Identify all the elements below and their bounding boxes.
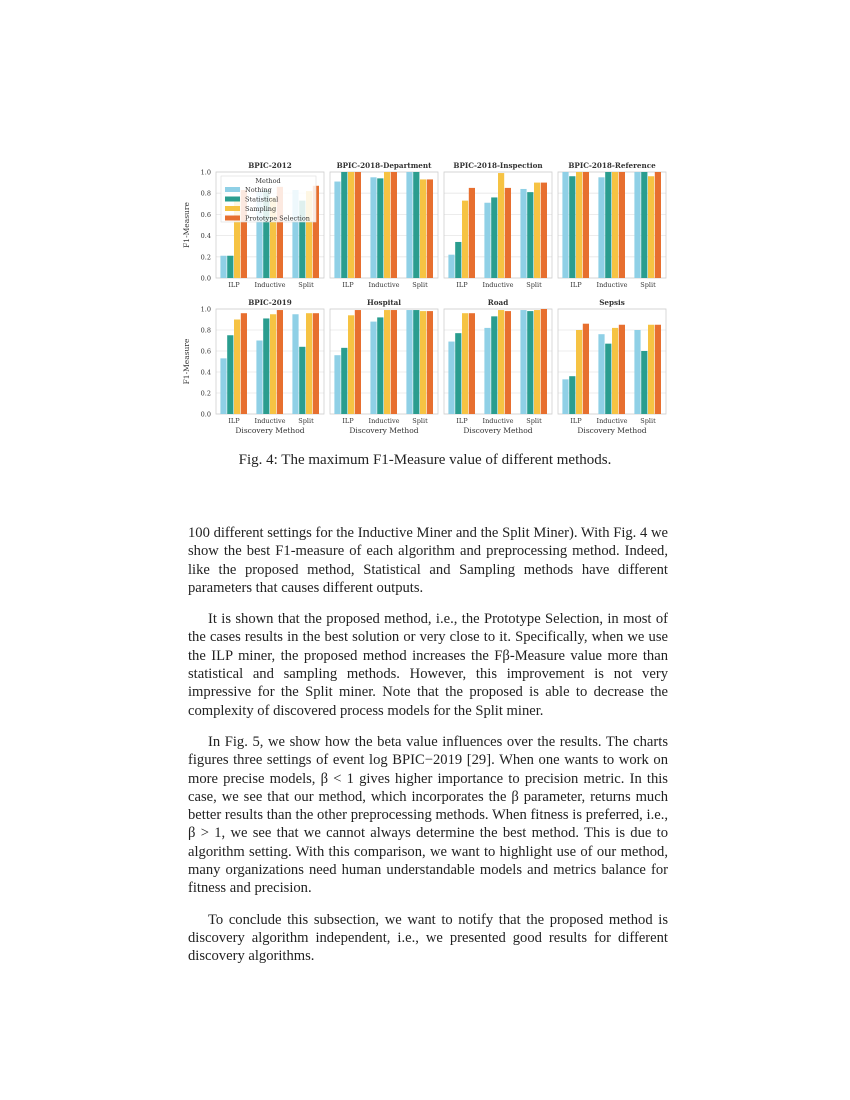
x-axis-label: Discovery Method [235, 426, 305, 435]
legend-label: Nothing [245, 186, 272, 194]
bar [355, 172, 361, 278]
bar [641, 172, 647, 278]
x-tick-label: Split [412, 417, 428, 425]
bar [505, 311, 511, 414]
bar [334, 182, 340, 278]
y-axis-label: F1-Measure [182, 338, 191, 385]
bar [562, 379, 568, 414]
bar [234, 320, 240, 415]
bar [227, 335, 233, 414]
x-tick-label: Split [526, 281, 542, 289]
y-tick-label: 0.4 [200, 368, 211, 377]
panel-title: BPIC-2018-Inspection [453, 161, 543, 170]
x-tick-label: Split [298, 417, 314, 425]
bar [455, 242, 461, 278]
panel-title: BPIC-2019 [248, 298, 292, 307]
bar [619, 325, 625, 414]
bar [462, 313, 468, 414]
bar [527, 192, 533, 278]
x-tick-label: Split [640, 417, 656, 425]
bar [313, 313, 319, 414]
bar [648, 325, 654, 414]
bar [270, 314, 276, 414]
legend-label: Statistical [245, 195, 279, 204]
bar [491, 197, 497, 278]
panel-title: BPIC-2018-Reference [568, 161, 656, 170]
bar [370, 322, 376, 414]
bar [520, 189, 526, 278]
bar [498, 173, 504, 278]
x-tick-label: Inductive [368, 417, 400, 425]
x-tick-label: Inductive [482, 417, 514, 425]
panel-title: Hospital [366, 298, 402, 307]
bar [612, 172, 618, 278]
bar [427, 311, 433, 414]
bar [520, 310, 526, 414]
bar [448, 342, 454, 414]
bar [634, 172, 640, 278]
bar [348, 172, 354, 278]
bar [377, 178, 383, 278]
legend-swatch [225, 187, 240, 192]
bar [462, 201, 468, 278]
x-tick-label: Split [298, 281, 314, 289]
bar [562, 172, 568, 278]
panel-title: BPIC-2018-Department [336, 161, 432, 170]
bar [527, 311, 533, 414]
bar [641, 351, 647, 414]
legend-swatch [225, 206, 240, 211]
y-tick-label: 0.2 [200, 389, 211, 398]
bar [220, 256, 226, 278]
x-tick-label: Split [526, 417, 542, 425]
bar [455, 333, 461, 414]
bar [619, 172, 625, 278]
bar [348, 315, 354, 414]
bar [598, 334, 604, 414]
legend-swatch [225, 216, 240, 221]
legend-label: Sampling [245, 205, 277, 213]
bar [406, 310, 412, 414]
x-tick-label: Inductive [596, 281, 628, 289]
panel-title: BPIC-2012 [248, 161, 292, 170]
bar [277, 310, 283, 414]
bar [420, 179, 426, 278]
bar [299, 347, 305, 414]
bar [406, 172, 412, 278]
x-tick-label: ILP [342, 281, 354, 289]
x-tick-label: ILP [570, 417, 582, 425]
y-tick-label: 1.0 [200, 305, 211, 314]
bar [576, 330, 582, 414]
bar [605, 344, 611, 414]
y-tick-label: 0.0 [200, 410, 211, 419]
panel-title: Road [487, 298, 509, 307]
bar [541, 309, 547, 414]
paragraph-4: To conclude this subsection, we want to notify that the proposed method is discovery algorithm independent, i.e., we presented good results for different discovery algorithms. [188, 911, 668, 965]
bar [484, 328, 490, 414]
bar [413, 172, 419, 278]
x-axis-label: Discovery Method [577, 426, 647, 435]
bar [469, 188, 475, 278]
bar [427, 179, 433, 278]
bar [241, 313, 247, 414]
bar [655, 172, 661, 278]
bar [391, 172, 397, 278]
bar [498, 310, 504, 414]
bar [576, 172, 582, 278]
bar [655, 325, 661, 414]
bar [598, 177, 604, 278]
y-tick-label: 0.6 [200, 210, 211, 219]
paragraph-1: 100 different settings for the Inductive Miner and the Split Miner). With Fig. 4 we show the best F1-measure of each algorithm and preprocessing method. Indeed, like the proposed method, Statistical and Sampling methods have different parameters that causes different outputs. [188, 525, 668, 596]
x-tick-label: Split [640, 281, 656, 289]
y-tick-label: 0.8 [200, 326, 211, 335]
y-tick-label: 0.8 [200, 189, 211, 198]
figure-4-chart [0, 0, 850, 450]
bar [420, 311, 426, 414]
x-tick-label: Inductive [596, 417, 628, 425]
bar [292, 314, 298, 414]
bar [469, 313, 475, 414]
y-tick-label: 0.0 [200, 274, 211, 283]
bar [391, 310, 397, 414]
x-axis-label: Discovery Method [463, 426, 533, 435]
x-axis-label: Discovery Method [349, 426, 419, 435]
legend-swatch [225, 197, 240, 202]
bar [355, 310, 361, 414]
bar [306, 313, 312, 414]
bar [541, 183, 547, 278]
x-tick-label: ILP [570, 281, 582, 289]
y-axis-label: F1-Measure [182, 202, 191, 248]
bar [612, 328, 618, 414]
bar [491, 316, 497, 414]
y-tick-label: 1.0 [200, 168, 211, 177]
legend-label: Prototype Selection [245, 214, 310, 223]
bar [334, 355, 340, 414]
y-tick-label: 0.6 [200, 347, 211, 356]
bar [648, 176, 654, 278]
bar [220, 358, 226, 414]
x-tick-label: ILP [228, 281, 240, 289]
y-tick-label: 0.4 [200, 232, 211, 241]
bar [605, 172, 611, 278]
bar [484, 203, 490, 278]
bar [569, 176, 575, 278]
y-tick-label: 0.2 [200, 253, 211, 262]
legend-title: Method [255, 177, 281, 185]
bar [227, 256, 233, 278]
bar [263, 318, 269, 414]
bar [384, 310, 390, 414]
x-tick-label: Split [412, 281, 428, 289]
paragraph-3: In Fig. 5, we show how the beta value influences over the results. The charts figures three settings of event log BPIC−2019 [29]. When one wants to work on more precise models, β < 1 gives higher importance to precision metric. In this case, we see that our method, which incorporates the β parameter, returns much better results than the other preprocessing methods. When fitness is preferred, i.e., β > 1, we see that we cannot always determine the best method. This is due to algorithm setting. With this comparison, we want to highlight use of our method, many organizations need human understandable models and metrics balance for fitness and precision. [188, 733, 668, 897]
bar [634, 330, 640, 414]
bar [341, 348, 347, 414]
bar [448, 255, 454, 278]
bar [534, 310, 540, 414]
x-tick-label: Inductive [254, 417, 286, 425]
bar [505, 188, 511, 278]
bar [256, 341, 262, 415]
bar [384, 172, 390, 278]
x-tick-label: Inductive [254, 281, 286, 289]
x-tick-label: Inductive [482, 281, 514, 289]
figure-caption: Fig. 4: The maximum F1-Measure value of different methods. [238, 452, 612, 468]
x-tick-label: Inductive [368, 281, 400, 289]
x-tick-label: ILP [228, 417, 240, 425]
x-tick-label: ILP [456, 281, 468, 289]
bar [341, 172, 347, 278]
x-tick-label: ILP [342, 417, 354, 425]
bar [413, 310, 419, 414]
bar [377, 317, 383, 414]
body-text [188, 524, 668, 979]
bar [534, 183, 540, 278]
bar [583, 172, 589, 278]
bar [583, 324, 589, 414]
x-tick-label: ILP [456, 417, 468, 425]
bar [370, 177, 376, 278]
paragraph-2: It is shown that the proposed method, i.e., the Prototype Selection, in most of the cases results in the best solution or very close to it. Specifically, when we use the ILP miner, the proposed method increases the Fβ-Measure value more than statistical and sampling methods. However, this improvement is not very impressive for the Split miner. Note that the proposed is able to decrease the complexity of discovered process models for the Split miner. [188, 611, 668, 719]
panel-title: Sepsis [599, 298, 625, 307]
bar [569, 376, 575, 414]
